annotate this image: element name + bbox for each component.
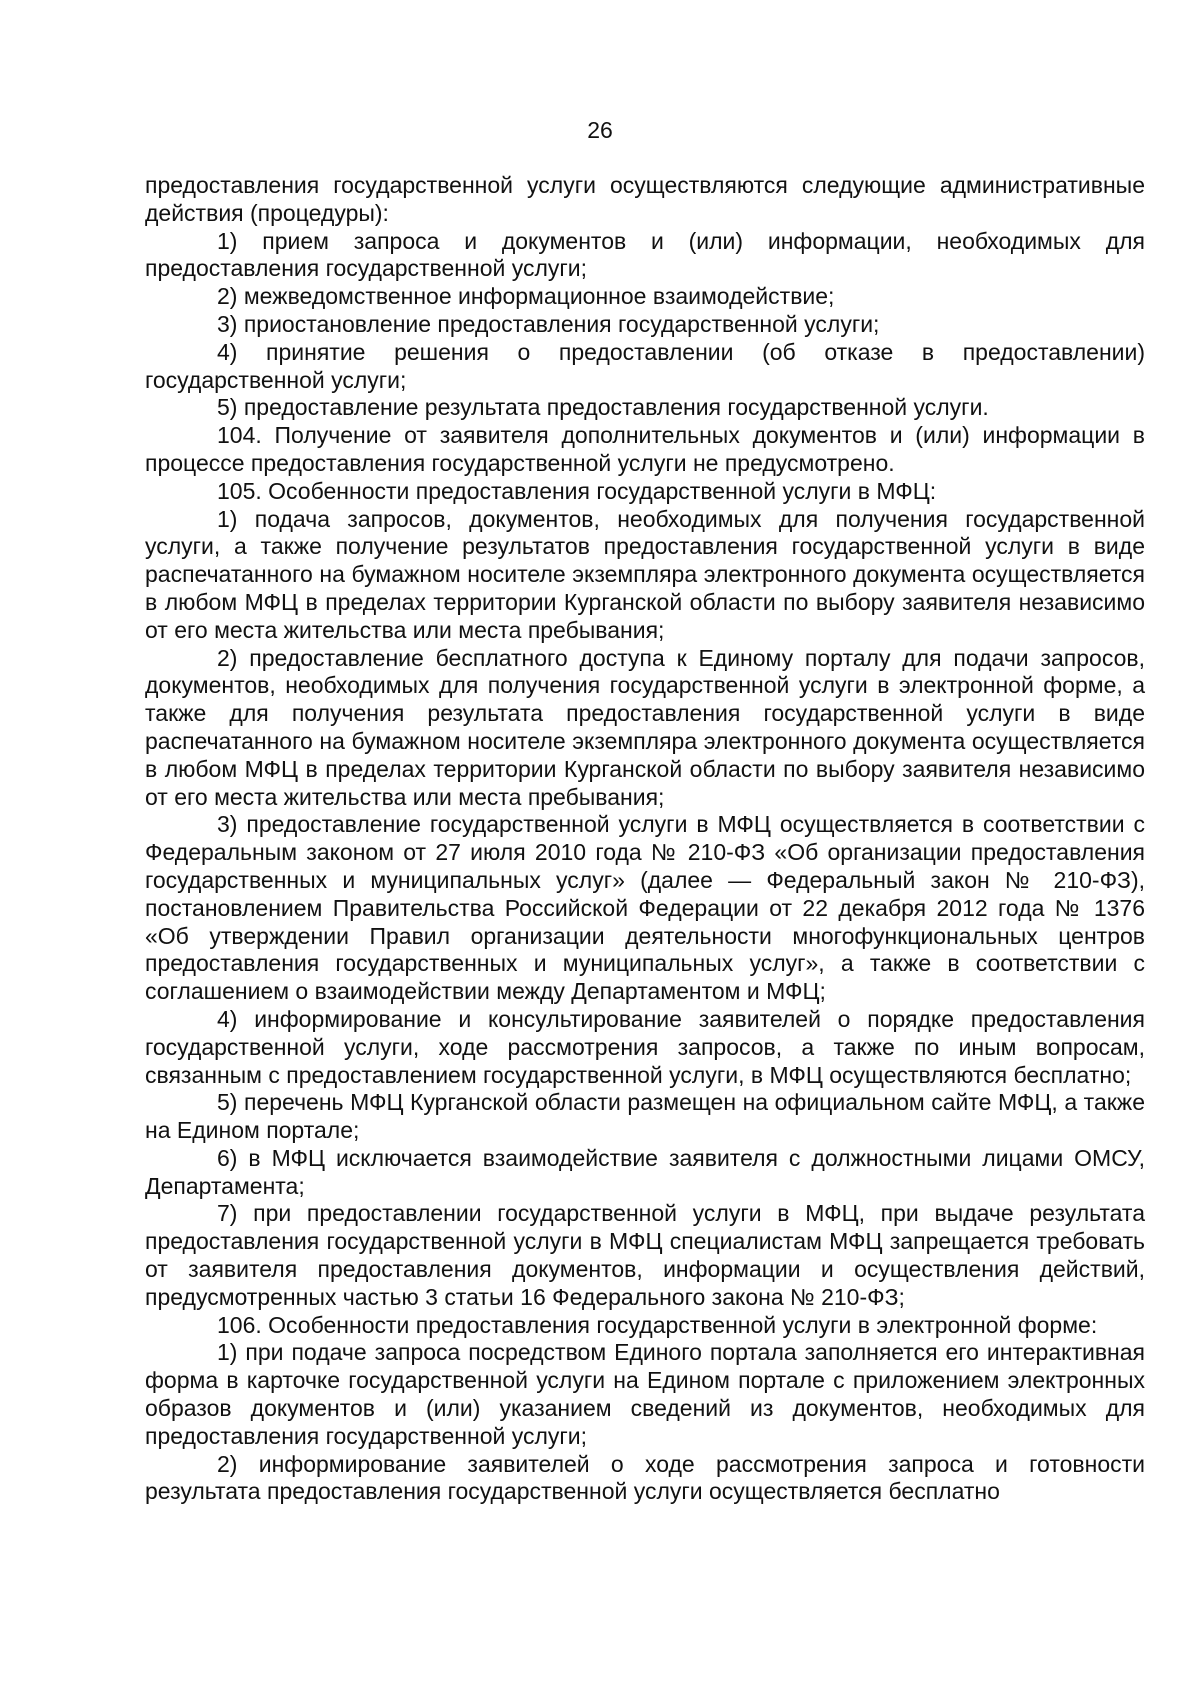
- paragraph: 5) перечень МФЦ Курганской области размещен на официальном сайте МФЦ, а также на Едином портале;: [145, 1089, 1145, 1144]
- paragraph: 1) подача запросов, документов, необходимых для получения государственной услуги, а также получение результатов предоставления государственной услуги в виде распечатанного на бумажном носителе экземпляра электронного документа осуществляется в любом МФЦ в пределах территории Курганской области по выбору заявителя независимо от его места жительства или места пребывания;: [145, 505, 1145, 643]
- paragraph: 1) при подаче запроса посредством Единого портала заполняется его интерактивная форма в карточке государственной услуги на Едином портале с приложением электронных образов документов и (или) указанием сведений из документов, необходимых для предоставления государственной услуги;: [145, 1339, 1145, 1449]
- paragraph: 5) предоставление результата предоставления государственной услуги.: [217, 394, 989, 421]
- paragraph: 3) предоставление государственной услуги в МФЦ осуществляется в соответствии с Федеральным законом от 27 июля 2010 года № 210-ФЗ «Об организации предоставления государственных и муниципальных услуг» (далее — Федеральный закон № 210-ФЗ), постановлением Правительства Российской Федерации от 22 декабря 2012 года № 1376 «Об утверждении Правил организации деятельности многофункциональных центров предоставления государственных и муниципальных услуг», а также в соответствии с соглашением о взаимодействии между Департаментом и МФЦ;: [145, 811, 1145, 1005]
- paragraph: 7) при предоставлении государственной услуги в МФЦ, при выдаче результата предоставления государственной услуги в МФЦ специалистам МФЦ запрещается требовать от заявителя предоставления документов, информации и осуществления действий, предусмотренных частью 3 статьи 16 Федерального закона № 210-ФЗ;: [145, 1200, 1145, 1310]
- paragraph: 4) принятие решения о предоставлении (об отказе в предоставлении) государственной услуги;: [145, 338, 1145, 393]
- paragraph: 105. Особенности предоставления государственной услуги в МФЦ:: [217, 477, 937, 504]
- paragraph: 106. Особенности предоставления государственной услуги в электронной форме:: [217, 1311, 1098, 1338]
- paragraph: 2) информирование заявителей о ходе рассмотрения запроса и готовности результата предоставления государственной услуги осуществляется бесплатно: [145, 1450, 1145, 1505]
- paragraph: 2) межведомственное информационное взаимодействие;: [217, 283, 835, 310]
- paragraph: 1) прием запроса и документов и (или) информации, необходимых для предоставления государственной услуги;: [145, 227, 1145, 282]
- paragraph: предоставления государственной услуги осуществляются следующие административные действия (процедуры):: [145, 172, 1145, 226]
- paragraph: 4) информирование и консультирование заявителей о порядке предоставления государственной услуги, ходе рассмотрения запросов, а также по иным вопросам, связанным с предоставлением государственной услуги, в МФЦ осуществляются бесплатно;: [145, 1005, 1145, 1088]
- page-number: 26: [587, 117, 613, 143]
- paragraph: 3) приостановление предоставления государственной услуги;: [217, 310, 880, 337]
- paragraph: 2) предоставление бесплатного доступа к Единому порталу для подачи запросов, документов, необходимых для получения государственной услуги в электронной форме, а также для получения результата предоставления государственной услуги в виде распечатанного на бумажном носителе экземпляра электронного документа осуществляется в любом МФЦ в пределах территории Курганской области по выбору заявителя независимо от его места жительства или места пребывания;: [145, 644, 1145, 810]
- paragraph: 104. Получение от заявителя дополнительных документов и (или) информации в процессе предоставления государственной услуги не предусмотрено.: [145, 422, 1145, 476]
- paragraph: 6) в МФЦ исключается взаимодействие заявителя с должностными лицами ОМСУ, Департамента;: [145, 1144, 1145, 1199]
- document-body: [145, 172, 1145, 1506]
